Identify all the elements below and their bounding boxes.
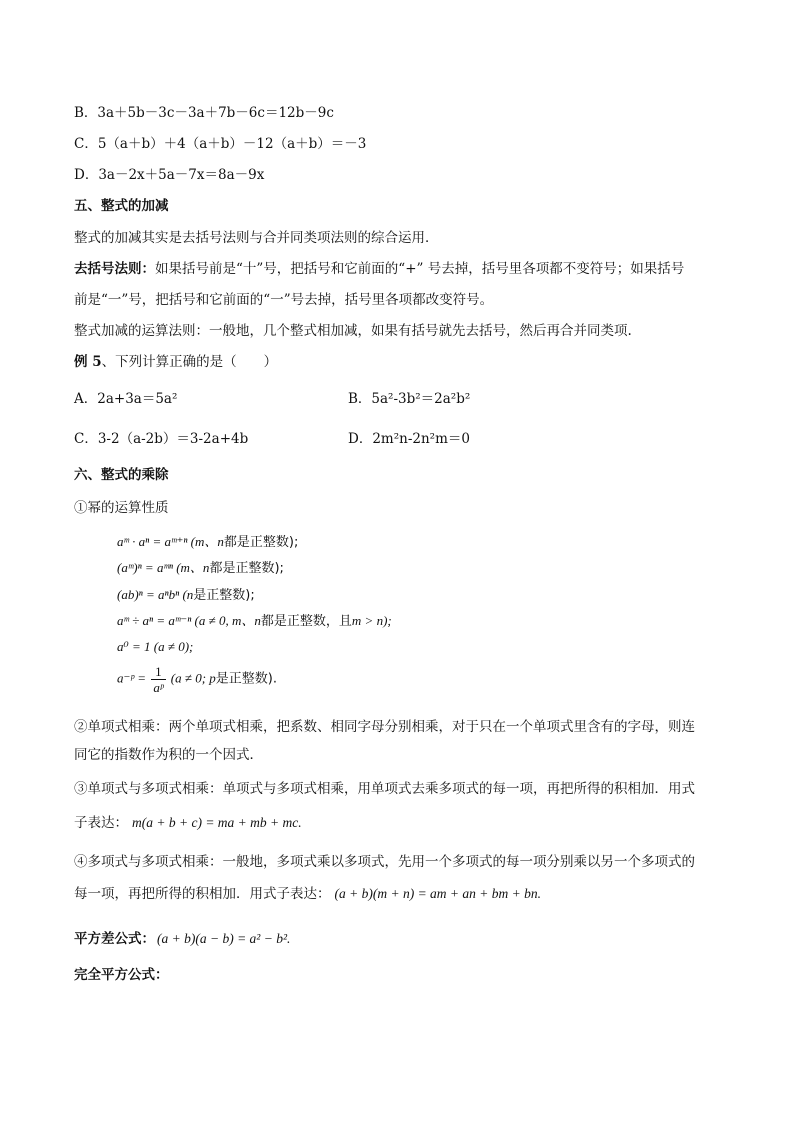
- fraction-denominator: aᵖ: [153, 680, 164, 695]
- perfect-square-label: 完全平方公式：: [74, 967, 169, 983]
- mono-poly-line2: [74, 814, 302, 832]
- example5-label: 例 5: [74, 354, 102, 370]
- poly-poly-line1: ④多项式与多项式相乘：一般地，多项式乘以多项式，先用一个多项式的每一项分别乘以另一个多项式的: [74, 854, 695, 870]
- option-c: C．5（a＋b）＋4（a＋b）－12（a＋b）＝－3: [74, 136, 367, 152]
- example5-option-b: B．5a²-3b²＝2a²b²: [348, 391, 471, 407]
- formula-power-of-power: [117, 559, 284, 578]
- formula1-text: 都是正整数);: [223, 535, 299, 550]
- formula-power-of-product: [117, 586, 255, 605]
- mono-poly-formula: m(a + b + c) = ma + mb + mc.: [132, 815, 302, 830]
- formula4-math: aᵐ ÷ aⁿ = aᵐ⁻ⁿ (a ≠ 0, m、n: [117, 613, 261, 628]
- mono-poly-label: 子表达：: [74, 815, 128, 831]
- formula6-left: a⁻ᵖ =: [117, 670, 147, 686]
- formula-zero-exponent: a⁰ = 1 (a ≠ 0);: [117, 639, 194, 654]
- formula2-math: (aᵐ)ⁿ = aᵐⁿ (m、n: [117, 560, 210, 575]
- section6-heading: 六、整式的乘除: [74, 467, 169, 483]
- rule-line2: 前是“一”号，把括号和它前面的“一”号去掉，括号里各项都改变符号。: [74, 292, 494, 308]
- formula-negative-exponent: [117, 664, 277, 695]
- section5-para1: 整式的加减其实是去括号法则与合并同类项法则的综合运用．: [74, 230, 439, 246]
- option-d: D．3a－2x＋5a－7x＝8a－9x: [74, 167, 265, 183]
- formula6-text: 是正整数).: [215, 671, 278, 687]
- section5-heading: 五、整式的加减: [74, 198, 169, 214]
- rule-line1: 如果括号前是“十”号，把括号和它前面的“+” 号去掉，括号里各项都不变符号；如果括号: [155, 261, 685, 277]
- formula-quotient-of-powers: [117, 612, 392, 631]
- formula1-math: aᵐ · aⁿ = aᵐ⁺ⁿ (m、n: [117, 534, 224, 549]
- formula3-math: (ab)ⁿ = aⁿbⁿ (n: [117, 587, 194, 602]
- example5-option-c: C．3-2（a-2b）＝3-2a+4b: [74, 431, 249, 447]
- rule-paragraph: [74, 260, 684, 278]
- example5-text: 、下列计算正确的是（ ）: [101, 354, 278, 370]
- rule-label: 去括号法则：: [74, 261, 155, 277]
- formula-product-of-powers: [117, 533, 298, 552]
- poly-poly-line2: [74, 885, 541, 903]
- poly-poly-label: 每一项，再把所得的积相加．用式子表达：: [74, 886, 331, 902]
- formula4-tail: m > n);: [351, 613, 392, 628]
- formula4-text: 都是正整数，且: [260, 614, 352, 629]
- example5-option-d: D．2m²n-2n²m＝0: [348, 431, 470, 447]
- example5-question: [74, 353, 277, 371]
- monomial-multiply-line1: ②单项式相乘：两个单项式相乘，把系数、相同字母分别相乘，对于只在一个单项式里含有的字母，则连: [74, 719, 695, 735]
- option-b: B．3a＋5b－3c－3a＋7b－6c＝12b－9c: [74, 105, 334, 121]
- difference-formula: (a + b)(a − b) = a² − b².: [157, 931, 291, 946]
- difference-label: 平方差公式：: [74, 931, 155, 947]
- poly-poly-formula: (a + b)(m + n) = am + an + bm + bn.: [334, 886, 542, 901]
- example5-option-a: A．2a+3a＝5a²: [74, 391, 178, 407]
- fraction: [151, 664, 165, 695]
- difference-of-squares: [74, 930, 290, 948]
- formula3-text: 是正整数);: [193, 588, 255, 603]
- fraction-numerator: 1: [151, 664, 165, 680]
- formula2-text: 都是正整数);: [209, 561, 284, 576]
- section5-para3: 整式加减的运算法则：一般地，几个整式相加减，如果有括号就先去括号，然后再合并同类项.: [74, 323, 632, 339]
- monomial-multiply-line2: 同它的指数作为积的一个因式．: [74, 747, 263, 763]
- power-rules-title: ①幂的运算性质: [74, 500, 169, 516]
- formula6-mid: (a ≠ 0; p: [170, 670, 216, 686]
- mono-poly-line1: ③单项式与多项式相乘：单项式与多项式相乘，用单项式去乘多项式的每一项，再把所得的积相加．用式: [74, 781, 695, 797]
